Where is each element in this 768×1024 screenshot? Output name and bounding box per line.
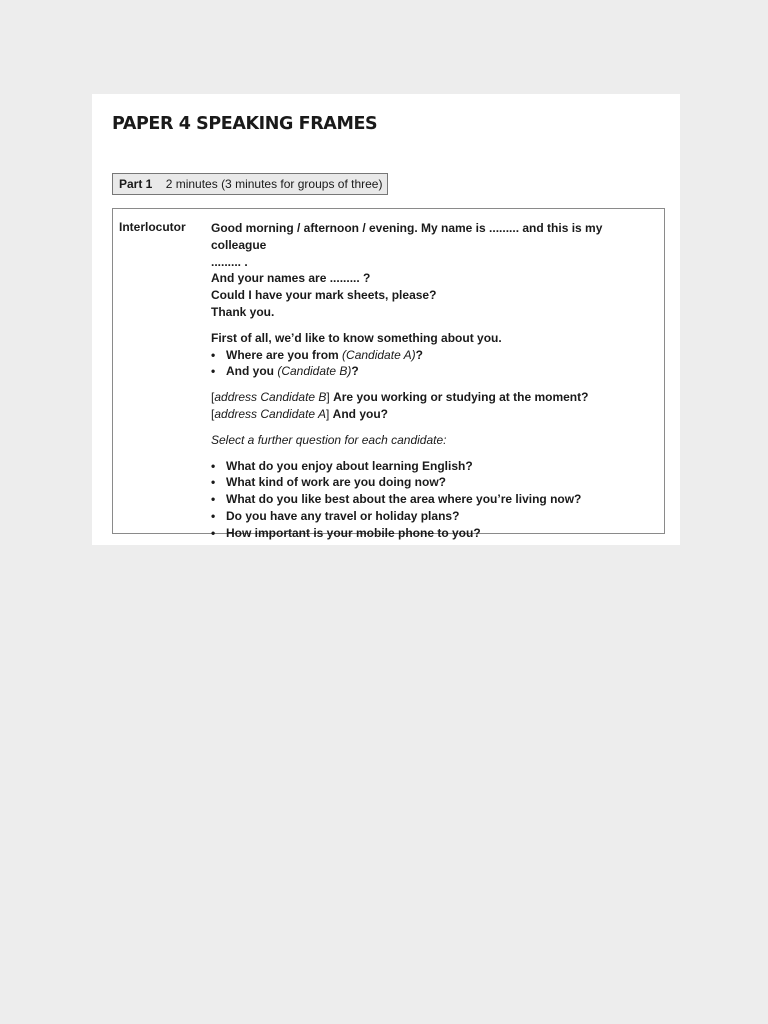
candidate-note: (Candidate B)	[277, 364, 352, 379]
address-question: Are you working or studying at the moment?	[333, 390, 589, 405]
address-note: address Candidate B	[214, 390, 327, 405]
address-question: And you?	[332, 406, 388, 421]
spacer	[211, 423, 656, 432]
bracket: ]	[326, 390, 334, 405]
further-questions-list	[211, 458, 656, 542]
question-mark: ?	[415, 347, 423, 362]
part-duration: 2 minutes (3 minutes for groups of three)	[165, 177, 383, 191]
page-title: PAPER 4 SPEAKING FRAMES	[112, 114, 378, 134]
candidate-questions	[211, 347, 656, 381]
bracket: [	[211, 390, 215, 405]
bracket: [	[211, 406, 215, 421]
list-item: • How important is your mobile phone to you?	[211, 525, 656, 542]
list-item: • What do you enjoy about learning English?	[211, 458, 656, 475]
part-label: Part 1	[119, 177, 153, 191]
question-text: Where are you from	[226, 347, 343, 362]
spacer	[211, 380, 656, 389]
address-line-2	[211, 406, 656, 423]
question-text: And you	[226, 364, 278, 379]
mark-sheets-request: Could I have your mark sheets, please?	[211, 288, 437, 303]
role-label: Interlocutor	[119, 220, 186, 234]
bracket: ]	[325, 406, 333, 421]
names-question: And your names are ......... ?	[211, 271, 371, 286]
list-item: • What kind of work are you doing now?	[211, 474, 656, 491]
frame-content	[211, 220, 656, 542]
intro-line: First of all, we’d like to know something about you.	[211, 330, 502, 345]
list-item: • What do you like best about the area where you’re living now?	[211, 491, 656, 508]
part-header	[112, 173, 388, 195]
list-item	[211, 347, 656, 364]
list-item	[211, 363, 656, 380]
address-line-1	[211, 389, 656, 406]
spacer	[211, 321, 656, 330]
document-page	[92, 94, 680, 545]
spacer	[211, 449, 656, 458]
candidate-note: (Candidate A)	[342, 347, 416, 362]
speaking-frame	[112, 208, 665, 540]
list-item: • Do you have any travel or holiday plans?	[211, 508, 656, 525]
question-mark: ?	[351, 364, 359, 379]
address-note: address Candidate A	[214, 406, 326, 421]
instruction-line: Select a further question for each candidate:	[211, 432, 447, 447]
greeting-line-2: ......... .	[211, 254, 248, 269]
thanks-line: Thank you.	[211, 304, 275, 319]
greeting-line-1: Good morning / afternoon / evening. My name is ......... and this is my colleague	[211, 221, 603, 252]
